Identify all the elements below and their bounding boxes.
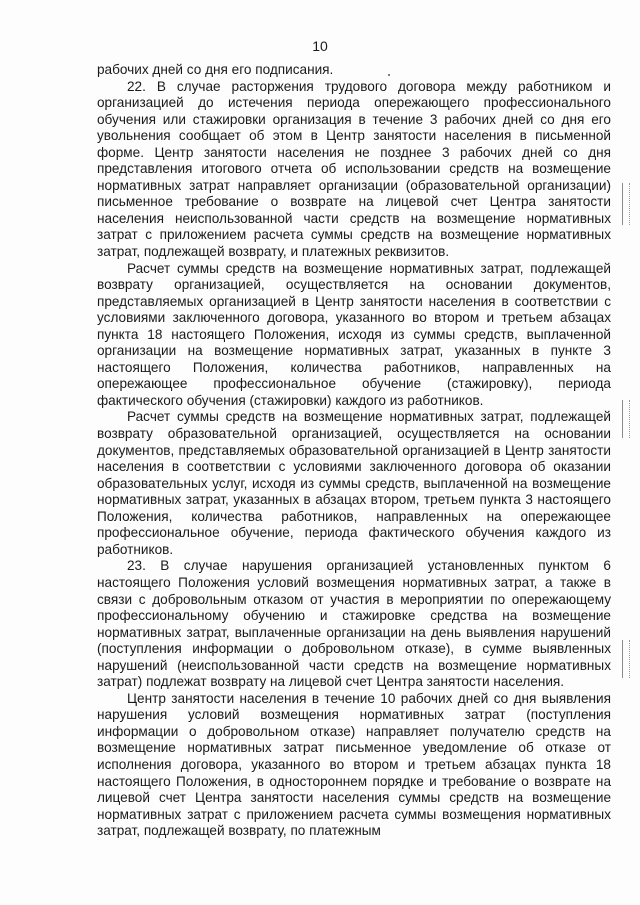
scan-margin-mark xyxy=(622,183,630,225)
paragraph-calc-educational-organization: Расчет суммы средств на возмещение нормативных затрат, подлежащей возврату образовательной организацией, осуществляется на основании документов, представляемых образовательной организацией в Центр занятости населения в соответствии с условиями заключенного договора об оказании образовательных услуг, исходя из суммы средств, выплаченной на возмещение нормативных затрат, указанных в абзацах втором, третьем пункта 3 настоящего Положения, количества работников, направленных на опережающее профессиональное обучение, периода фактического обучения каждого из работников. xyxy=(97,409,611,557)
paragraph-clause-22: 22. В случае расторжения трудового договора между работником и организацией до истечения периода опережающего профессионального обучения или стажировки организация в течение 3 рабочих дней со дня его увольнения сообщает об этом в Центр занятости населения в письменной форме. Центр занятости населения не позднее 3 рабочих дней со дня представления итогового отчета об использовании средств на возмещение нормативных затрат направляет организации (образовательной организации) письменное требование о возврате на лицевой счет Центра занятости населения неиспользованной части средств на возмещение нормативных затрат с приложением расчета суммы средств на возмещение нормативных затрат, подлежащей возврату, и платежных реквизитов. xyxy=(97,78,611,260)
paragraph-clause-23: 23. В случае нарушения организацией установленных пунктом 6 настоящего Положения условий возмещения нормативных затрат, а также в связи с добровольным отказом от участия в мероприятии по опережающему профессиональному обучению и стажировке средства на возмещение нормативных затрат, выплаченные организации на день выявления нарушений (поступления информации о добровольном отказе), в сумме выявленных нарушений (неиспользованной части средств на возмещение нормативных затрат) подлежат возврату на лицевой счет Центра занятости населения. xyxy=(97,558,611,690)
scan-margin-mark xyxy=(622,400,630,438)
scan-margin-mark xyxy=(622,640,630,678)
body-text xyxy=(97,62,611,840)
paragraph-continuation: рабочих дней со дня его подписания. xyxy=(97,62,334,77)
page-number: 10 xyxy=(312,38,328,54)
paragraph-calc-organization: Расчет суммы средств на возмещение нормативных затрат, подлежащей возврату организацией, осуществляется на основании документов, представляемых организацией в Центр занятости населения в соответствии с условиями заключенного договора, указанного во втором и третьем абзацах пункта 18 настоящего Положения, исходя из суммы средств, выплаченной организации на возмещение нормативных затрат, указанных в пункте 3 настоящего Положения, количества работников, направленных на опережающее профессиональное обучение (стажировку), периода фактического обучения (стажировки) каждого из работников. xyxy=(97,260,611,408)
paragraph-employment-center-notice: Центр занятости населения в течение 10 рабочих дней со дня выявления нарушения условий возмещения нормативных затрат (поступления информации о добровольном отказе) направляет получателю средств на возмещение нормативных затрат письменное уведомление об отказе от исполнения договора, указанного во втором и третьем абзацах пункта 18 настоящего Положения, в одностороннем порядке и требование о возврате на лицевой счет Центра занятости населения суммы средств на возмещение нормативных затрат с приложением расчета суммы возмещения нормативных затрат, подлежащей возврату, по платежным xyxy=(97,690,611,839)
